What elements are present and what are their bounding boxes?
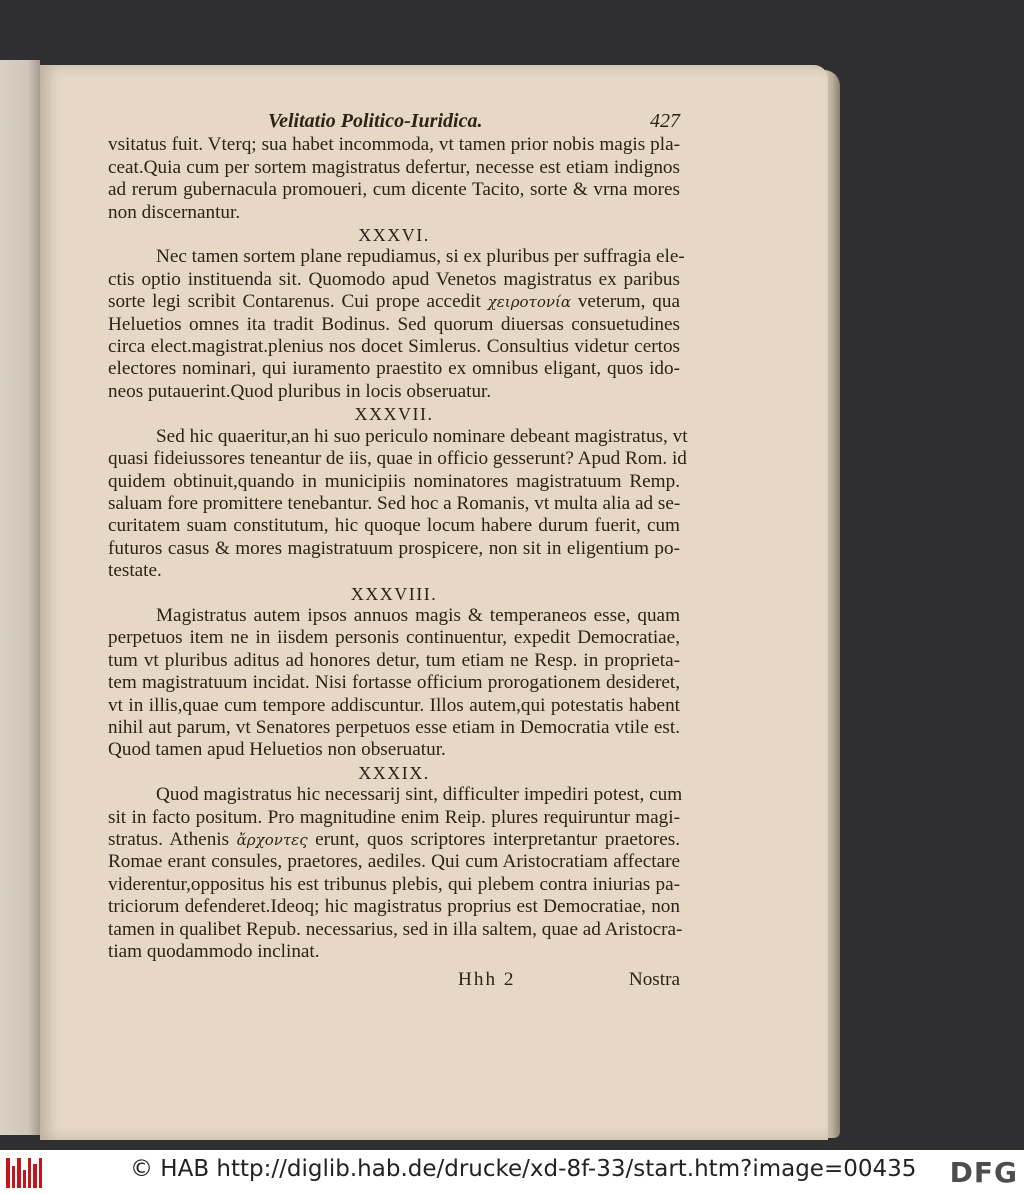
text-line: Nec tamen sortem plane repudiamus, si ex pluribus per suffragia ele- [156, 246, 685, 268]
hab-barcode-logo-icon[interactable] [6, 1156, 44, 1188]
text-line: neos putauerint.Quod pluribus in locis obseruatur. [108, 380, 492, 402]
text-line: testate. [108, 560, 162, 582]
text-line: tum vt pluribus aditus ad honores detur, tum etiam ne Resp. in proprieta- [108, 649, 680, 671]
text-line: Quod magistratus hic necessarij sint, difficulter impediri potest, cum [156, 784, 683, 806]
greek-word: χειροτονία [487, 293, 571, 312]
text-line: tem magistratuum incidat. Nisi fortasse officium prorogationem desideret, [108, 672, 680, 694]
copyright-url-link[interactable]: © HAB http://diglib.hab.de/drucke/xd-8f-33/start.htm?image=00435 [130, 1156, 917, 1182]
facing-page-edge [0, 60, 40, 1135]
text-line: tiam quodammodo inclinat. [108, 941, 320, 963]
signature-mark: Hhh 2 [458, 969, 516, 991]
text-line: curitatem suam constitutum, hic quoque locum habere durum fuerit, cum [108, 515, 680, 537]
text-line: triciorum defenderet.Ideoq; hic magistratus proprius est Democratiae, non [108, 896, 680, 918]
text-line: vsitatus fuit. Vterq; sua habet incommoda, vt tamen prior nobis magis pla- [108, 134, 680, 156]
text-line: Sed hic quaeritur,an hi suo periculo nominare debeant magistratus, vt [156, 425, 688, 447]
text-line: ctis optio instituenda sit. Quomodo apud Venetos magistratus ex paribus [108, 268, 680, 290]
running-title: Velitatio Politico-Iuridica. [268, 110, 483, 132]
text-line: tamen in qualibet Repub. necessarius, sed in illa saltem, quae ad Aristocra- [108, 918, 683, 940]
page-header [108, 110, 680, 132]
text-line: Romae erant consules, praetores, aediles. Qui cum Aristocratiam affectare [108, 851, 680, 873]
text-line: saluam fore promittere tenebantur. Sed hoc a Romanis, vt multa alia ad se- [108, 492, 681, 514]
catchword: Nostra [628, 969, 680, 991]
page-footer [108, 969, 680, 991]
section-number-38: XXXVIII. [350, 583, 438, 604]
text-line: ceat.Quia cum per sortem magistratus defertur, necesse est etiam indignos [108, 156, 680, 178]
viewer-footer-bar [0, 1150, 1024, 1194]
section-number-36: XXXVI. [358, 225, 430, 246]
text-line: Quod tamen apud Heluetios non obseruatur. [108, 739, 446, 761]
text-line: non discernantur. [108, 201, 241, 223]
text-line: electores nominari, qui iuramento praestito ex omnibus eligant, quos ido- [108, 358, 680, 380]
greek-word: ἄρχοντες [236, 831, 308, 849]
page-number: 427 [650, 110, 680, 132]
text-line: perpetuos item ne in iisdem personis continuentur, expedit Democratiae, [108, 627, 680, 649]
text-line: ad rerum gubernacula promoueri, cum dicente Tacito, sorte & vrna mores [108, 179, 680, 201]
text-line: quidem obtinuit,quando in municipiis nominatores magistratuum Remp. [108, 470, 680, 492]
text-line: circa elect.magistrat.plenius nos docet Simlerus. Consultius videtur certos [108, 336, 680, 358]
text-line-with-greek: sorte legi scribit Contarenus. Cui prope accedit χειροτονία veterum, qua [108, 291, 680, 313]
section-number-39: XXXIX. [358, 762, 430, 783]
text-line: Heluetios omnes ita tradit Bodinus. Sed quorum diuersas consuetudines [108, 313, 680, 335]
dfg-logo[interactable]: DFG [949, 1156, 1018, 1189]
page-text-block [108, 110, 688, 992]
text-line: futuros casus & mores magistratuum prospicere, non sit in eligentium po- [108, 537, 680, 559]
section-number-37: XXXVII. [354, 404, 434, 425]
text-line-with-greek: stratus. Athenis ἄρχοντες erunt, quos scriptores interpretantur praetores. [108, 829, 680, 850]
text-line: sit in facto positum. Pro magnitudine enim Reip. plures requiruntur magi- [108, 806, 680, 828]
text-line: quasi fideiussores teneantur de iis, quae in officio gesserunt? Apud Rom. id [108, 448, 687, 470]
text-line: vt in illis,quae cum tempore addiscuntur. Illos autem,qui potestatis habent [108, 694, 680, 716]
text-line: nihil aut parum, vt Senatores perpetuos esse etiam in Democratia vtile est. [108, 716, 680, 738]
text-line: Magistratus autem ipsos annuos magis & temperaneos esse, quam [156, 604, 680, 626]
text-line: viderentur,oppositus his est tribunus plebis, qui plebem contra iniurias pa- [108, 873, 680, 895]
